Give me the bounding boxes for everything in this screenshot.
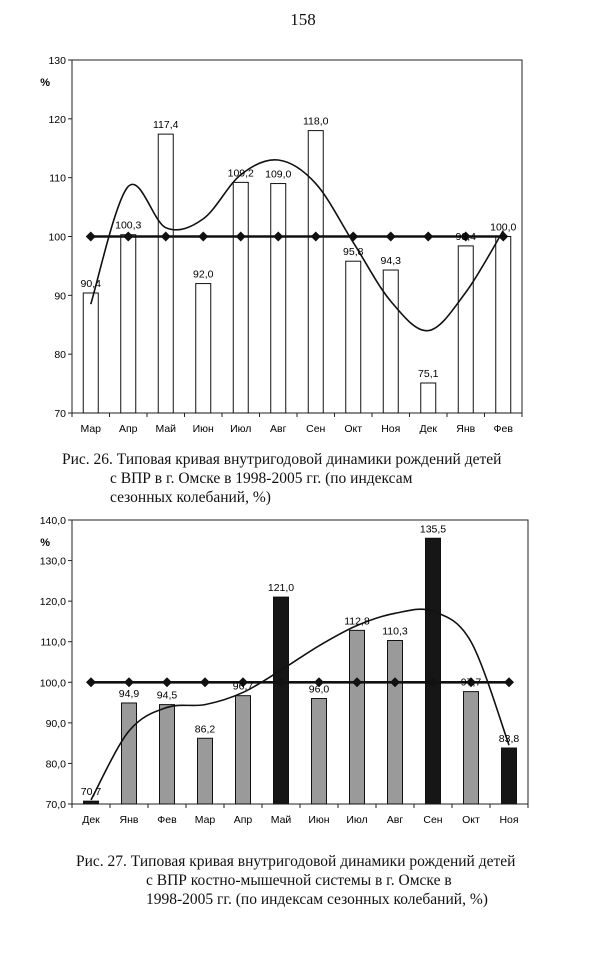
chart-birth-dynamics-musculoskeletal xyxy=(0,505,606,845)
x-tick-label: Июл xyxy=(230,423,252,435)
data-label: 70,7 xyxy=(80,786,102,799)
x-tick-label: Мар xyxy=(80,423,102,435)
x-tick-label: Дек xyxy=(419,423,438,435)
bar xyxy=(458,246,473,413)
y-tick-label: 130,0 xyxy=(39,555,66,568)
bar xyxy=(158,134,173,413)
y-tick-label: 70 xyxy=(54,408,66,420)
baseline-marker xyxy=(124,677,134,687)
caption-line: Рис. 27. Типовая кривая внутригодовой динамики рождений детей xyxy=(76,853,516,870)
bar xyxy=(502,748,517,804)
data-label: 92,0 xyxy=(193,268,214,281)
baseline-marker xyxy=(423,232,433,242)
bar xyxy=(388,640,403,804)
y-tick-label: 80 xyxy=(54,349,66,362)
bar xyxy=(122,703,137,804)
baseline-marker xyxy=(86,232,96,242)
y-tick-label: 90,0 xyxy=(45,717,66,730)
data-label: 100,3 xyxy=(115,219,142,232)
y-tick-label: 80,0 xyxy=(45,758,66,771)
x-tick-label: Окт xyxy=(462,814,480,826)
data-label: 94,9 xyxy=(118,687,140,700)
x-tick-label: Апр xyxy=(233,814,253,826)
bar xyxy=(346,261,361,413)
x-tick-label: Фев xyxy=(157,814,177,826)
baseline-marker xyxy=(386,232,396,242)
data-label: 95,8 xyxy=(343,246,364,259)
x-tick-label: Дек xyxy=(82,814,100,826)
bar xyxy=(84,801,99,804)
data-label: 112,8 xyxy=(344,615,370,628)
y-tick-label: 120 xyxy=(48,113,66,126)
x-tick-label: Ноя xyxy=(499,814,519,826)
x-tick-label: Янв xyxy=(119,814,139,826)
x-tick-label: Окт xyxy=(344,423,363,435)
x-tick-label: Июн xyxy=(308,814,330,826)
baseline-marker xyxy=(162,677,172,687)
bar xyxy=(121,235,136,413)
y-tick-label: 140,0 xyxy=(39,515,66,527)
y-axis-label: % xyxy=(40,537,50,549)
y-tick-label: 120,0 xyxy=(39,596,66,609)
baseline-marker xyxy=(504,677,514,687)
y-tick-label: 100,0 xyxy=(39,677,66,690)
bar xyxy=(308,131,323,413)
data-label: 98,4 xyxy=(455,230,476,243)
bar xyxy=(421,383,436,413)
page-number: 158 xyxy=(290,10,316,29)
trend-curve xyxy=(91,160,504,331)
bar xyxy=(350,630,365,804)
data-label: 94,5 xyxy=(156,689,178,702)
caption-line: Рис. 26. Типовая кривая внутригодовой динамики рождений детей xyxy=(62,451,502,468)
bar xyxy=(236,696,251,804)
x-tick-label: Май xyxy=(270,814,292,826)
y-tick-label: 110 xyxy=(49,172,66,185)
bar xyxy=(196,284,211,413)
data-label: 90,4 xyxy=(80,277,101,290)
x-tick-label: Янв xyxy=(456,423,476,435)
y-tick-label: 130 xyxy=(48,55,66,67)
data-label: 83,8 xyxy=(498,733,520,746)
data-label: 86,2 xyxy=(194,723,216,736)
bar xyxy=(271,184,286,413)
y-tick-label: 70,0 xyxy=(45,799,66,811)
y-axis-label: % xyxy=(40,77,50,89)
caption-line: с ВПР в г. Омске в 1998-2005 гг. (по индексам xyxy=(110,470,413,487)
y-tick-label: 90 xyxy=(54,290,66,303)
bar xyxy=(312,699,327,804)
y-tick-label: 100 xyxy=(48,231,66,244)
x-tick-label: Сен xyxy=(306,423,326,435)
data-label: 109,2 xyxy=(227,167,254,180)
data-label: 135,5 xyxy=(419,523,447,536)
data-label: 109,0 xyxy=(265,168,292,181)
x-tick-label: Авг xyxy=(270,423,287,435)
bar xyxy=(496,237,511,414)
caption-line: 1998-2005 гг. (по индексам сезонных колебаний, %) xyxy=(146,891,488,908)
data-label: 96,7 xyxy=(232,680,254,693)
bar xyxy=(160,705,175,804)
x-tick-label: Июл xyxy=(346,814,368,826)
trend-curve xyxy=(91,609,509,800)
data-label: 94,3 xyxy=(380,255,401,268)
x-tick-label: Май xyxy=(155,423,177,435)
bar xyxy=(198,738,213,804)
baseline-marker xyxy=(198,232,208,242)
baseline-marker xyxy=(200,677,210,687)
data-label: 97,7 xyxy=(460,676,482,689)
data-label: 117,4 xyxy=(153,119,179,132)
x-tick-label: Апр xyxy=(118,423,138,435)
x-tick-label: Июн xyxy=(192,423,214,435)
bar xyxy=(383,270,398,413)
data-label: 121,0 xyxy=(267,582,295,595)
data-label: 75,1 xyxy=(418,367,439,380)
data-label: 110,3 xyxy=(382,625,408,638)
data-label: 118,0 xyxy=(303,115,329,128)
baseline-marker xyxy=(86,677,96,687)
y-tick-label: 110,0 xyxy=(40,636,66,649)
bar xyxy=(426,538,441,804)
bar xyxy=(274,597,289,804)
bar xyxy=(233,182,248,413)
figure-caption-27 xyxy=(76,852,515,909)
x-tick-label: Фев xyxy=(493,423,513,435)
x-tick-label: Ноя xyxy=(381,423,401,435)
chart-birth-dynamics-all xyxy=(0,40,606,485)
figure-caption-26 xyxy=(62,450,501,507)
data-label: 96,0 xyxy=(308,683,330,696)
plot-area-frame xyxy=(72,520,528,804)
bar xyxy=(464,692,479,804)
caption-line: с ВПР костно-мышечной системы в г. Омске в xyxy=(146,872,452,889)
x-tick-label: Сен xyxy=(423,814,443,826)
x-tick-label: Мар xyxy=(194,814,216,826)
x-tick-label: Авг xyxy=(386,814,404,826)
data-label: 100,0 xyxy=(490,221,517,234)
baseline-marker xyxy=(348,232,358,242)
bar xyxy=(83,293,98,413)
caption-line: сезонных колебаний, %) xyxy=(110,489,271,506)
